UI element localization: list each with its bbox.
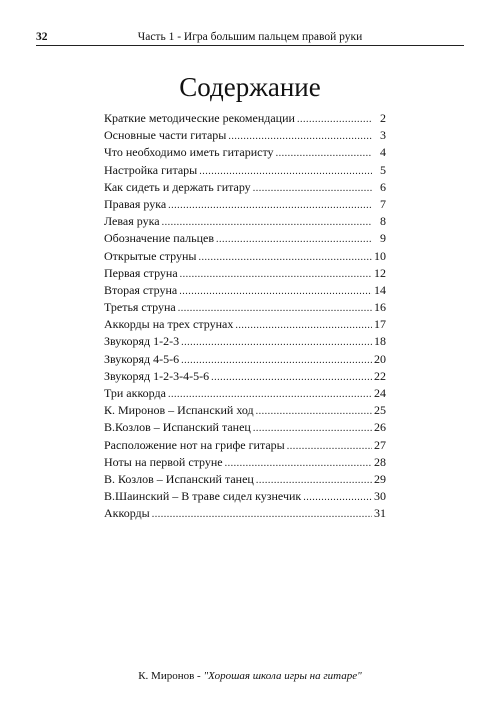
- toc-item-title: Звукоряд 1-2-3-4-5-6: [104, 368, 210, 383]
- toc-item-page: 5: [380, 162, 386, 177]
- toc-item: [104, 110, 386, 127]
- toc-item-title: Расположение нот на грифе гитары: [104, 437, 285, 452]
- toc-dot-leader: [168, 197, 372, 214]
- toc-item-page: 14: [374, 282, 386, 297]
- toc-item-page: 10: [374, 248, 386, 263]
- toc-item-title: Обозначение пальцев: [104, 231, 215, 246]
- toc-dot-leader: [303, 489, 372, 506]
- toc-item-page: 6: [380, 179, 386, 194]
- toc-item: [104, 368, 386, 385]
- toc-dot-leader: [199, 163, 372, 180]
- toc-item-page: 12: [374, 265, 386, 280]
- toc-item-page: 3: [380, 128, 386, 143]
- footer-author: К. Миронов -: [138, 670, 204, 682]
- toc-dot-leader: [179, 283, 372, 300]
- toc-item: [104, 196, 386, 213]
- toc-dot-leader: [168, 386, 372, 403]
- toc-dot-leader: [256, 472, 372, 489]
- toc-dot-leader: [211, 369, 372, 386]
- toc-item-page: 25: [374, 403, 386, 418]
- toc-item-title: Открытые струны: [104, 248, 197, 263]
- toc-dot-leader: [235, 317, 372, 334]
- page-number: 32: [36, 31, 48, 43]
- page-footer: [0, 669, 500, 683]
- toc-item: [104, 179, 386, 196]
- toc-item: [104, 333, 386, 350]
- toc-item: [104, 505, 386, 522]
- toc-item-title: В.Шаинский – В траве сидел кузнечик: [104, 489, 302, 504]
- table-of-contents: [104, 110, 386, 523]
- toc-item: [104, 213, 386, 230]
- page-title: Содержание: [179, 72, 321, 103]
- toc-dot-leader: [225, 455, 372, 472]
- toc-item-title: Настройка гитары: [104, 162, 198, 177]
- toc-dot-leader: [181, 334, 372, 351]
- toc-dot-leader: [180, 266, 372, 283]
- toc-item: [104, 162, 386, 179]
- toc-dot-leader: [228, 128, 372, 145]
- toc-item-title: Вторая струна: [104, 282, 178, 297]
- toc-item-page: 7: [380, 196, 386, 211]
- toc-item-title: Звукоряд 1-2-3: [104, 334, 180, 349]
- toc-item-page: 22: [374, 368, 386, 383]
- toc-item: [104, 351, 386, 368]
- toc-item: [104, 402, 386, 419]
- toc-dot-leader: [178, 300, 372, 317]
- toc-item: [104, 454, 386, 471]
- toc-item-title: Три аккорда: [104, 386, 166, 400]
- toc-item-title: Левая рука: [104, 214, 160, 229]
- toc-item-title: Краткие методические рекомендации: [104, 111, 295, 125]
- toc-dot-leader: [216, 231, 372, 248]
- toc-item-title: Правая рука: [104, 196, 167, 211]
- toc-item: [104, 437, 386, 454]
- toc-dot-leader: [287, 438, 372, 455]
- toc-item-page: 26: [374, 420, 386, 435]
- toc-item-title: В. Козлов – Испанский танец: [104, 471, 254, 486]
- toc-dot-leader: [256, 403, 372, 420]
- toc-item-title: Аккорды на трех струнах: [104, 317, 234, 332]
- toc-item-title: Звукоряд 4-5-6: [104, 351, 180, 366]
- toc-item-title: Основные части гитары: [104, 128, 227, 143]
- toc-item: [104, 144, 386, 161]
- toc-item-title: Как сидеть и держать гитару: [104, 179, 251, 194]
- toc-item-page: 16: [374, 300, 386, 315]
- toc-item-title: Ноты на первой струне: [104, 454, 223, 469]
- toc-dot-leader: [297, 111, 372, 128]
- footer-book-title: "Хорошая школа игры на гитаре": [203, 670, 362, 682]
- toc-item: [104, 316, 386, 333]
- toc-item-page: 20: [374, 351, 386, 366]
- toc-dot-leader: [253, 420, 372, 437]
- toc-item-title: В.Козлов – Испанский танец: [104, 420, 251, 435]
- toc-item-page: 4: [380, 145, 386, 160]
- toc-dot-leader: [276, 145, 372, 162]
- toc-item: [104, 230, 386, 247]
- toc-item-page: 9: [380, 231, 386, 246]
- toc-item: [104, 419, 386, 436]
- toc-item-page: 8: [380, 214, 386, 229]
- toc-item-page: 30: [374, 489, 386, 504]
- toc-dot-leader: [152, 506, 372, 523]
- toc-item: [104, 488, 386, 505]
- toc-item: [104, 265, 386, 282]
- toc-item: [104, 248, 386, 265]
- toc-item-page: 24: [374, 386, 386, 400]
- toc-item-page: 27: [374, 437, 386, 452]
- toc-item-page: 18: [374, 334, 386, 349]
- toc-item-page: 29: [374, 471, 386, 486]
- toc-item: [104, 471, 386, 488]
- toc-item-page: 17: [374, 317, 386, 332]
- running-title: Часть 1 - Игра большим пальцем правой руки: [137, 31, 363, 43]
- toc-item-page: 31: [374, 506, 386, 521]
- toc-dot-leader: [181, 352, 372, 369]
- toc-dot-leader: [162, 214, 372, 231]
- header-rule: [36, 45, 464, 46]
- toc-dot-leader: [253, 180, 372, 197]
- toc-item-title: Аккорды: [104, 506, 150, 521]
- toc-item-title: Первая струна: [104, 265, 178, 280]
- toc-item-title: К. Миронов – Испанский ход: [104, 403, 254, 418]
- toc-item-page: 28: [374, 454, 386, 469]
- toc-item-title: Третья струна: [104, 300, 176, 315]
- toc-item: [104, 385, 386, 402]
- toc-dot-leader: [198, 249, 372, 266]
- toc-item: [104, 127, 386, 144]
- toc-item-page: 2: [380, 111, 386, 125]
- toc-item: [104, 282, 386, 299]
- toc-item: [104, 299, 386, 316]
- toc-item-title: Что необходимо иметь гитаристу: [104, 145, 274, 160]
